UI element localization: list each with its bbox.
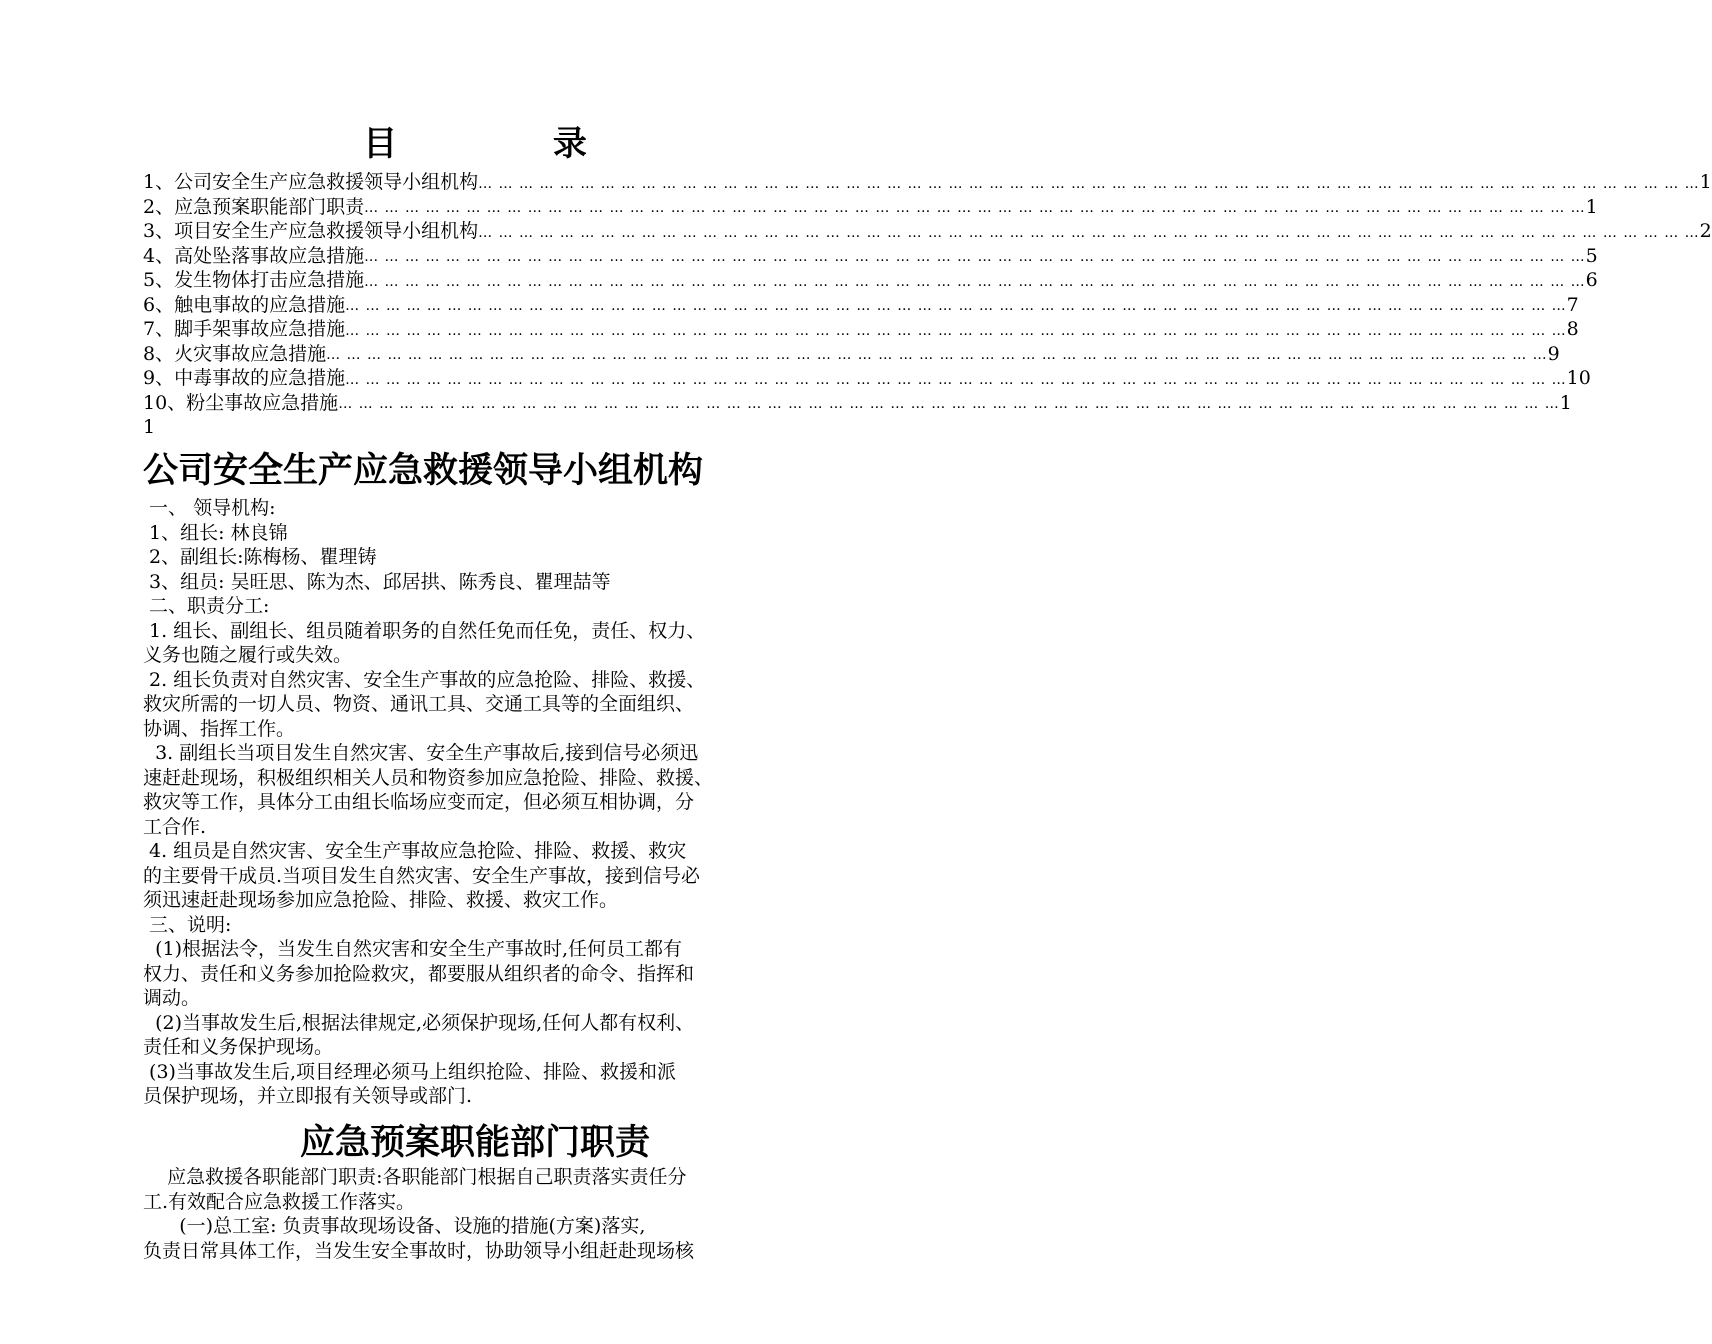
toc-entry-label: 10、粉尘事故应急措施 bbox=[143, 391, 339, 414]
text-line: 速赶赴现场，积极组织相关人员和物资参加应急抢险、排险、救援、 bbox=[143, 766, 714, 789]
toc-entry-label: 4、高处坠落事故应急措施 bbox=[143, 244, 365, 267]
text-line: 3、组员: 吴旺思、陈为杰、邱居拱、陈秀良、瞿理喆等 bbox=[143, 570, 611, 593]
toc-title: 目 录 bbox=[363, 124, 659, 164]
text-line: 调动。 bbox=[143, 987, 201, 1009]
text-line: 须迅速赶赴现场参加应急抢险、排险、救援、救灾工作。 bbox=[143, 889, 619, 911]
text-line: 救灾等工作，具体分工由组长临场应变而定，但必须互相协调，分 bbox=[143, 791, 695, 813]
toc-leader-dots: … … … … … … … … … … … … … … … … … … … … … … … … … … … … … … … … … … … … … … … … … … … … … … … … … … … … … … … … … … … … bbox=[345, 322, 1567, 339]
text-line: 2、副组长:陈梅杨、瞿理铸 bbox=[143, 546, 377, 568]
toc-leader-dots: … … … … … … … … … … … … … … … … … … … … … … … … … … … … … … … … … … … … … … … … … … … … … … … … … … … … … … … … … … … … bbox=[345, 371, 1567, 388]
text-line: (一)总工室: 负责事故现场设备、设施的措施(方案)落实, bbox=[143, 1215, 646, 1237]
text-line: 一、 领导机构: bbox=[143, 497, 276, 519]
text-line: 4. 组员是自然灾害、安全生产事故应急抢险、排险、救援、救灾 bbox=[143, 840, 687, 862]
text-line: 三、说明: bbox=[143, 913, 232, 936]
toc-leader-dots: … … … … … … … … … … … … … … … … … … … … … … … … … … … … … … … … … … … … … … … … … … … … … … … … … … … … … … … … … … … … bbox=[338, 396, 1560, 412]
section-heading-leadership: 公司安全生产应急救援领导小组机构 bbox=[143, 450, 704, 491]
toc-leader-dots: … … … … … … … … … … … … … … … … … … … … … … … … … … … … … … … … … … … … … … … … … … … … … … … … … … … … … … … … … … … … bbox=[364, 273, 1586, 290]
toc-entry-page: 9 bbox=[1547, 342, 1560, 365]
text-line: 义务也随之履行或失效。 bbox=[143, 644, 353, 666]
toc-leader-dots: … … … … … … … … … … … … … … … … … … … … … … … … … … … … … … … … … … … … … … … … … … … … … … … … … … … … … … … … … … … … bbox=[364, 200, 1586, 216]
text-line: 责任和义务保护现场。 bbox=[143, 1036, 334, 1058]
toc-entry-page: 1 bbox=[1585, 195, 1598, 218]
text-line: 3. 副组长当项目发生自然灾害、安全生产事故后,接到信号必须迅 bbox=[143, 742, 699, 764]
toc-entry[interactable] bbox=[143, 195, 1598, 220]
toc-entry-label: 1、公司安全生产应急救援领导小组机构 bbox=[143, 171, 479, 193]
toc-entry-page: 7 bbox=[1566, 293, 1579, 316]
text-line: 工.有效配合应急救援工作落实。 bbox=[143, 1190, 416, 1213]
toc-entry-page: 6 bbox=[1585, 269, 1598, 291]
text-line: 1. 组长、副组长、组员随着职务的自然任免而任免，责任、权力、 bbox=[143, 619, 706, 642]
table-of-contents bbox=[143, 170, 1712, 439]
text-line: 应急救援各职能部门职责:各职能部门根据自己职责落实责任分 bbox=[143, 1166, 687, 1188]
toc-leader-dots: … … … … … … … … … … … … … … … … … … … … … … … … … … … … … … … … … … … … … … … … … … … … … … … … … … … … … … … … … … … … bbox=[478, 175, 1700, 192]
text-line: (1)根据法令，当发生自然灾害和安全生产事故时,任何员工都有 bbox=[143, 938, 683, 960]
toc-entry-page: 1 bbox=[1559, 391, 1572, 414]
text-line: 1、组长: 林良锦 bbox=[143, 521, 288, 544]
toc-leader-dots: … … … … … … … … … … … … … … … … … … … … … … … … … … … … … … … … … … … … … … … … … … … … … … … … … … … … … … … … … … … … bbox=[478, 224, 1700, 241]
toc-page-overflow: 1 bbox=[143, 416, 156, 438]
text-line: 权力、责任和义务参加抢险救灾，都要服从组织者的命令、指挥和 bbox=[143, 962, 695, 985]
text-line: 协调、指挥工作。 bbox=[143, 717, 296, 740]
toc-leader-dots: … … … … … … … … … … … … … … … … … … … … … … … … … … … … … … … … … … … … … … … … … … … … … … … … … … … … … … … … … … … … bbox=[345, 298, 1567, 314]
toc-entry[interactable] bbox=[143, 244, 1598, 269]
section-body-leadership bbox=[143, 496, 813, 1109]
toc-entry[interactable] bbox=[143, 342, 1560, 367]
text-line: 负责日常具体工作，当发生安全事故时，协助领导小组赶赴现场核 bbox=[143, 1239, 695, 1262]
toc-entry[interactable] bbox=[143, 170, 1712, 195]
toc-entry-page: 10 bbox=[1566, 367, 1591, 389]
toc-leader-dots: … … … … … … … … … … … … … … … … … … … … … … … … … … … … … … … … … … … … … … … … … … … … … … … … … … … … … … … … … … … … bbox=[326, 347, 1548, 363]
toc-entry-page: 5 bbox=[1585, 244, 1598, 267]
toc-entry[interactable] bbox=[143, 366, 1591, 391]
text-line: 二、职责分工: bbox=[143, 595, 270, 617]
text-line: (2)当事故发生后,根据法律规定,必须保护现场,任何人都有权利、 bbox=[143, 1011, 695, 1034]
toc-entry-page: 2 bbox=[1699, 220, 1712, 242]
text-line: 救灾所需的一切人员、物资、通讯工具、交通工具等的全面组织、 bbox=[143, 693, 695, 715]
toc-entry-label: 9、中毒事故的应急措施 bbox=[143, 367, 346, 389]
toc-entry-label: 6、触电事故的应急措施 bbox=[143, 293, 346, 316]
toc-entry-label: 8、火灾事故应急措施 bbox=[143, 342, 327, 365]
toc-entry-label: 2、应急预案职能部门职责 bbox=[143, 195, 365, 218]
toc-entry-label: 5、发生物体打击应急措施 bbox=[143, 269, 365, 291]
toc-entry[interactable] bbox=[143, 391, 1572, 416]
toc-entry[interactable] bbox=[143, 219, 1712, 244]
toc-entry-label: 7、脚手架事故应急措施 bbox=[143, 318, 346, 340]
text-line: 2. 组长负责对自然灾害、安全生产事故的应急抢险、排险、救援、 bbox=[143, 668, 706, 691]
text-line: 的主要骨干成员.当项目发生自然灾害、安全生产事故，接到信号必 bbox=[143, 864, 701, 887]
text-line: 员保护现场，并立即报有关领导或部门. bbox=[143, 1085, 473, 1107]
text-line: 工合作. bbox=[143, 815, 207, 838]
text-line: (3)当事故发生后,项目经理必须马上组织抢险、排险、救援和派 bbox=[143, 1060, 676, 1083]
section-heading-departments: 应急预案职能部门职责 bbox=[299, 1122, 650, 1163]
section-body-departments bbox=[143, 1165, 813, 1263]
toc-entry[interactable] bbox=[143, 268, 1598, 293]
toc-entry-page: 8 bbox=[1566, 318, 1579, 340]
toc-entry-page: 1 bbox=[1699, 171, 1712, 193]
toc-leader-dots: … … … … … … … … … … … … … … … … … … … … … … … … … … … … … … … … … … … … … … … … … … … … … … … … … … … … … … … … … … … … bbox=[364, 249, 1586, 265]
toc-entry[interactable] bbox=[143, 293, 1579, 318]
toc-entry-label: 3、项目安全生产应急救援领导小组机构 bbox=[143, 220, 479, 242]
toc-entry[interactable] bbox=[143, 317, 1579, 342]
